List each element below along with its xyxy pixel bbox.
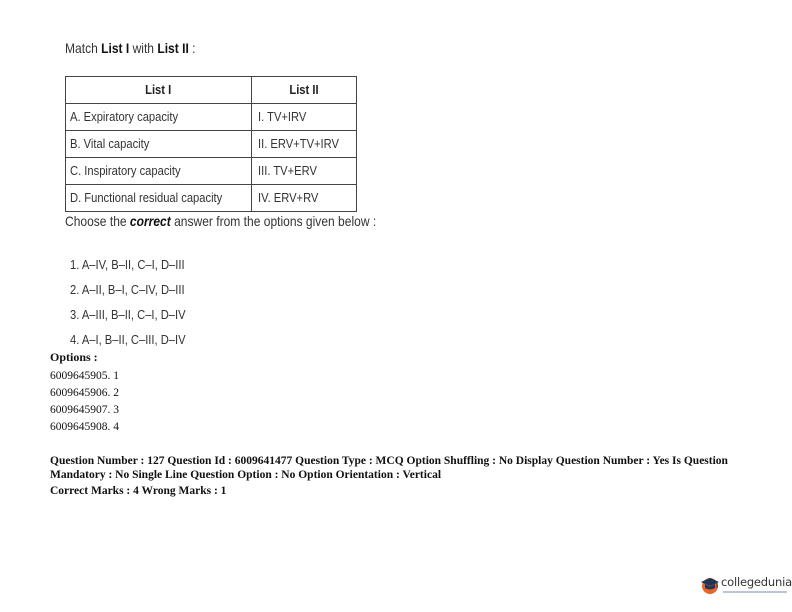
table-row [66,131,357,158]
marks-info: Correct Marks : 4 Wrong Marks : 1 [50,485,227,497]
list2-cell: III. TV+ERV [252,158,357,185]
list2-cell: IV. ERV+RV [252,185,357,212]
list1-cell: B. Vital capacity [66,131,252,158]
option-id-list [50,368,119,436]
list2-cell: I. TV+IRV [252,104,357,131]
list1-cell: D. Functional residual capacity [66,185,252,212]
logo-tagline-mark [723,591,787,593]
option-id-item: 6009645908. 4 [50,421,119,433]
answer-choice: 2. A–II, B–I, C–IV, D–III [70,282,185,297]
list2-cell: II. ERV+TV+IRV [252,131,357,158]
table-row [66,104,357,131]
option-id-item: 6009645906. 2 [50,387,119,399]
answer-choice: 3. A–III, B–II, C–I, D–IV [70,307,186,322]
table-row [66,185,357,212]
graduation-cap-icon [699,574,721,596]
list1-cell: A. Expiratory capacity [66,104,252,131]
answer-choices [70,252,204,352]
question-intro: Match List I with List II : [65,40,196,56]
answer-choice: 1. A–IV, B–II, C–I, D–III [70,257,185,272]
column-header-list2: List II [252,77,357,104]
column-header-list1: List I [66,77,252,104]
list1-ref: List I [101,40,130,56]
table-header-row [66,77,357,104]
option-id-item: 6009645907. 3 [50,404,119,416]
list2-ref: List II [157,40,189,56]
table-row [66,158,357,185]
emphasis-word: correct [129,213,171,229]
question-metadata: Question Number : 127 Question Id : 6009641477 Question Type : MCQ Option Shuffling : No Display Question Number : Yes Is Question Mandatory : No Single Line Question Option : No Option Orientation : Vertical [50,455,728,481]
logo-text: collegedunia [721,575,792,589]
options-label: Options : [50,350,98,364]
match-table [65,76,357,212]
answer-choice: 4. A–I, B–II, C–III, D–IV [70,332,186,347]
collegedunia-logo [699,572,792,602]
list1-cell: C. Inspiratory capacity [66,158,252,185]
choose-instruction: Choose the correct answer from the options given below : [65,213,377,229]
option-id-item: 6009645905. 1 [50,370,119,382]
